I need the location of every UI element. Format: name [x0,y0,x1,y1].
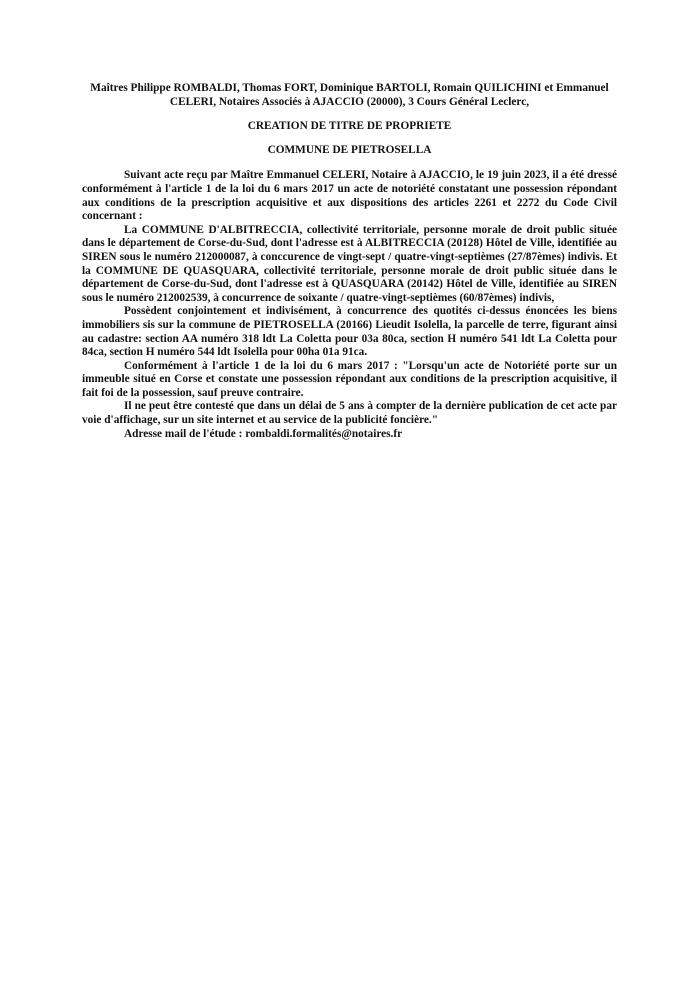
paragraph-contestation: Il ne peut être contesté que dans un délai de 5 ans à compter de la dernière publication de cet acte par voie d'affichage, sur un site internet et au service de la publicité foncière." [82,400,617,427]
document-body [82,169,617,441]
paragraph-properties: Possèdent conjointement et indivisément, à concurrence des quotités ci-dessus énoncées les biens immobiliers sis sur la commune de PIETROSELLA (20166) Lieudit Isolella, la parcelle de terre, figurant ainsi au cadastre: section AA numéro 318 ldt La Coletta pour 03a 80ca, section H numéro 541 ldt La Coletta pour 84ca, section H numéro 544 ldt Isolella pour 00ha 01a 91ca. [82,305,617,359]
paragraph-act-summary: Suivant acte reçu par Maître Emmanuel CELERI, Notaire à AJACCIO, le 19 juin 2023, il a été dressé conformément à l'article 1 de la loi du 6 mars 2017 un acte de notoriété constatant une possession répondant aux conditions de la prescription acquisitive et aux dispositions des articles 2261 et 2272 du Code Civil concernant : [82,169,617,223]
document-page [82,82,617,441]
document-subtitle: COMMUNE DE PIETROSELLA [267,143,432,156]
paragraph-law-quote: Conformément à l'article 1 de la loi du 6 mars 2017 : "Lorsqu'un acte de Notoriété porte sur un immeuble situé en Corse et constate une possession répondant aux conditions de la prescription acquisitive, il fait foi de la possession, sauf preuve contraire. [82,359,617,399]
notary-header: Maîtres Philippe ROMBALDI, Thomas FORT, Dominique BARTOLI, Romain QUILICHINI et Emmanuel CELERI, Notaires Associés à AJACCIO (20000), 3 Cours Général Leclerc, [90,82,609,108]
document-title: CREATION DE TITRE DE PROPRIETE [247,120,452,133]
office-email: Adresse mail de l'étude : rombaldi.formalités@notaires.fr [124,427,403,440]
paragraph-owners: La COMMUNE D'ALBITRECCIA, collectivité territoriale, personne morale de droit public située dans le département de Corse-du-Sud, dont l'adresse est à ALBITRECCIA (20128) Hôtel de Ville, identifiée au SIREN sous le numéro 212000087, à conccurence de vingt-sept / quatre-vingt-septièmes (27/87èmes) indivis. Et la COMMUNE DE QUASQUARA, collectivité territoriale, personne morale de droit public située dans le département de Corse-du-Sud, dont l'adresse est à QUASQUARA (20142) Hôtel de Ville, identifiée au SIREN sous le numéro 212002539, à concurrence de soixante / quatre-vingt-septièmes (60/87èmes) indivis, [82,223,617,304]
